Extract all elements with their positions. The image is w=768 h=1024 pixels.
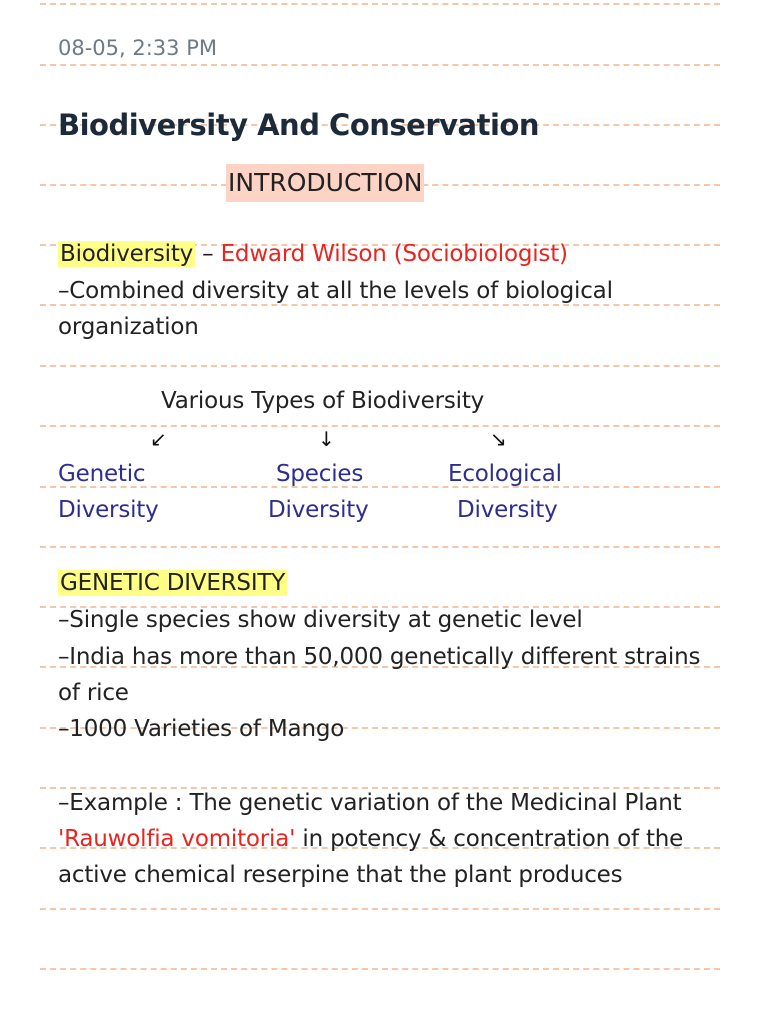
species-type-line1: Species [276,461,364,487]
definition-text-line2: organization [58,314,199,340]
genetic-type-line2: Diversity [58,497,159,523]
genetic-line3: of rice [58,680,129,706]
ruled-line [40,908,720,910]
note-timestamp: 08-05, 2:33 PM [58,36,217,60]
ruled-line [40,546,720,548]
genetic-line4: –1000 Varieties of Mango [58,716,345,742]
example-line1: –Example : The genetic variation of the Medicinal Plant [58,790,682,816]
definition-line [58,239,568,269]
arrow-down-icon: ↓ [318,427,335,451]
example-plant-name: 'Rauwolfia vomitoria' [58,826,296,852]
species-type-line2: Diversity [268,497,369,523]
genetic-line1: –Single species show diversity at genetic level [58,607,583,633]
ruled-line [40,968,720,970]
definition-attribution: Edward Wilson (Sociobiologist) [220,241,568,267]
ruled-line [40,365,720,367]
genetic-type-line1: Genetic [58,461,146,487]
types-heading: Various Types of Biodiversity [161,388,485,414]
example-line2 [58,824,683,854]
genetic-heading-line [58,568,287,598]
ecological-type-line2: Diversity [457,497,558,523]
example-line3: active chemical reserpine that the plant produces [58,862,623,888]
intro-heading: INTRODUCTION [226,164,424,202]
arrow-left-icon: ↙ [150,427,167,451]
ruled-line [40,64,720,66]
example-line2-rest: in potency & concentration of the [295,826,684,852]
ruled-line [40,425,720,427]
definition-text-line1: –Combined diversity at all the levels of biological [58,278,613,304]
arrow-right-icon: ↘ [490,427,507,451]
genetic-line2: –India has more than 50,000 genetically different strains [58,644,701,670]
note-title: Biodiversity And Conservation [58,108,539,142]
definition-dash: – [195,241,221,267]
ruled-line [40,3,720,5]
ecological-type-line1: Ecological [448,461,562,487]
genetic-heading: GENETIC DIVERSITY [60,570,286,596]
biodiversity-term: Biodiversity [60,241,194,267]
